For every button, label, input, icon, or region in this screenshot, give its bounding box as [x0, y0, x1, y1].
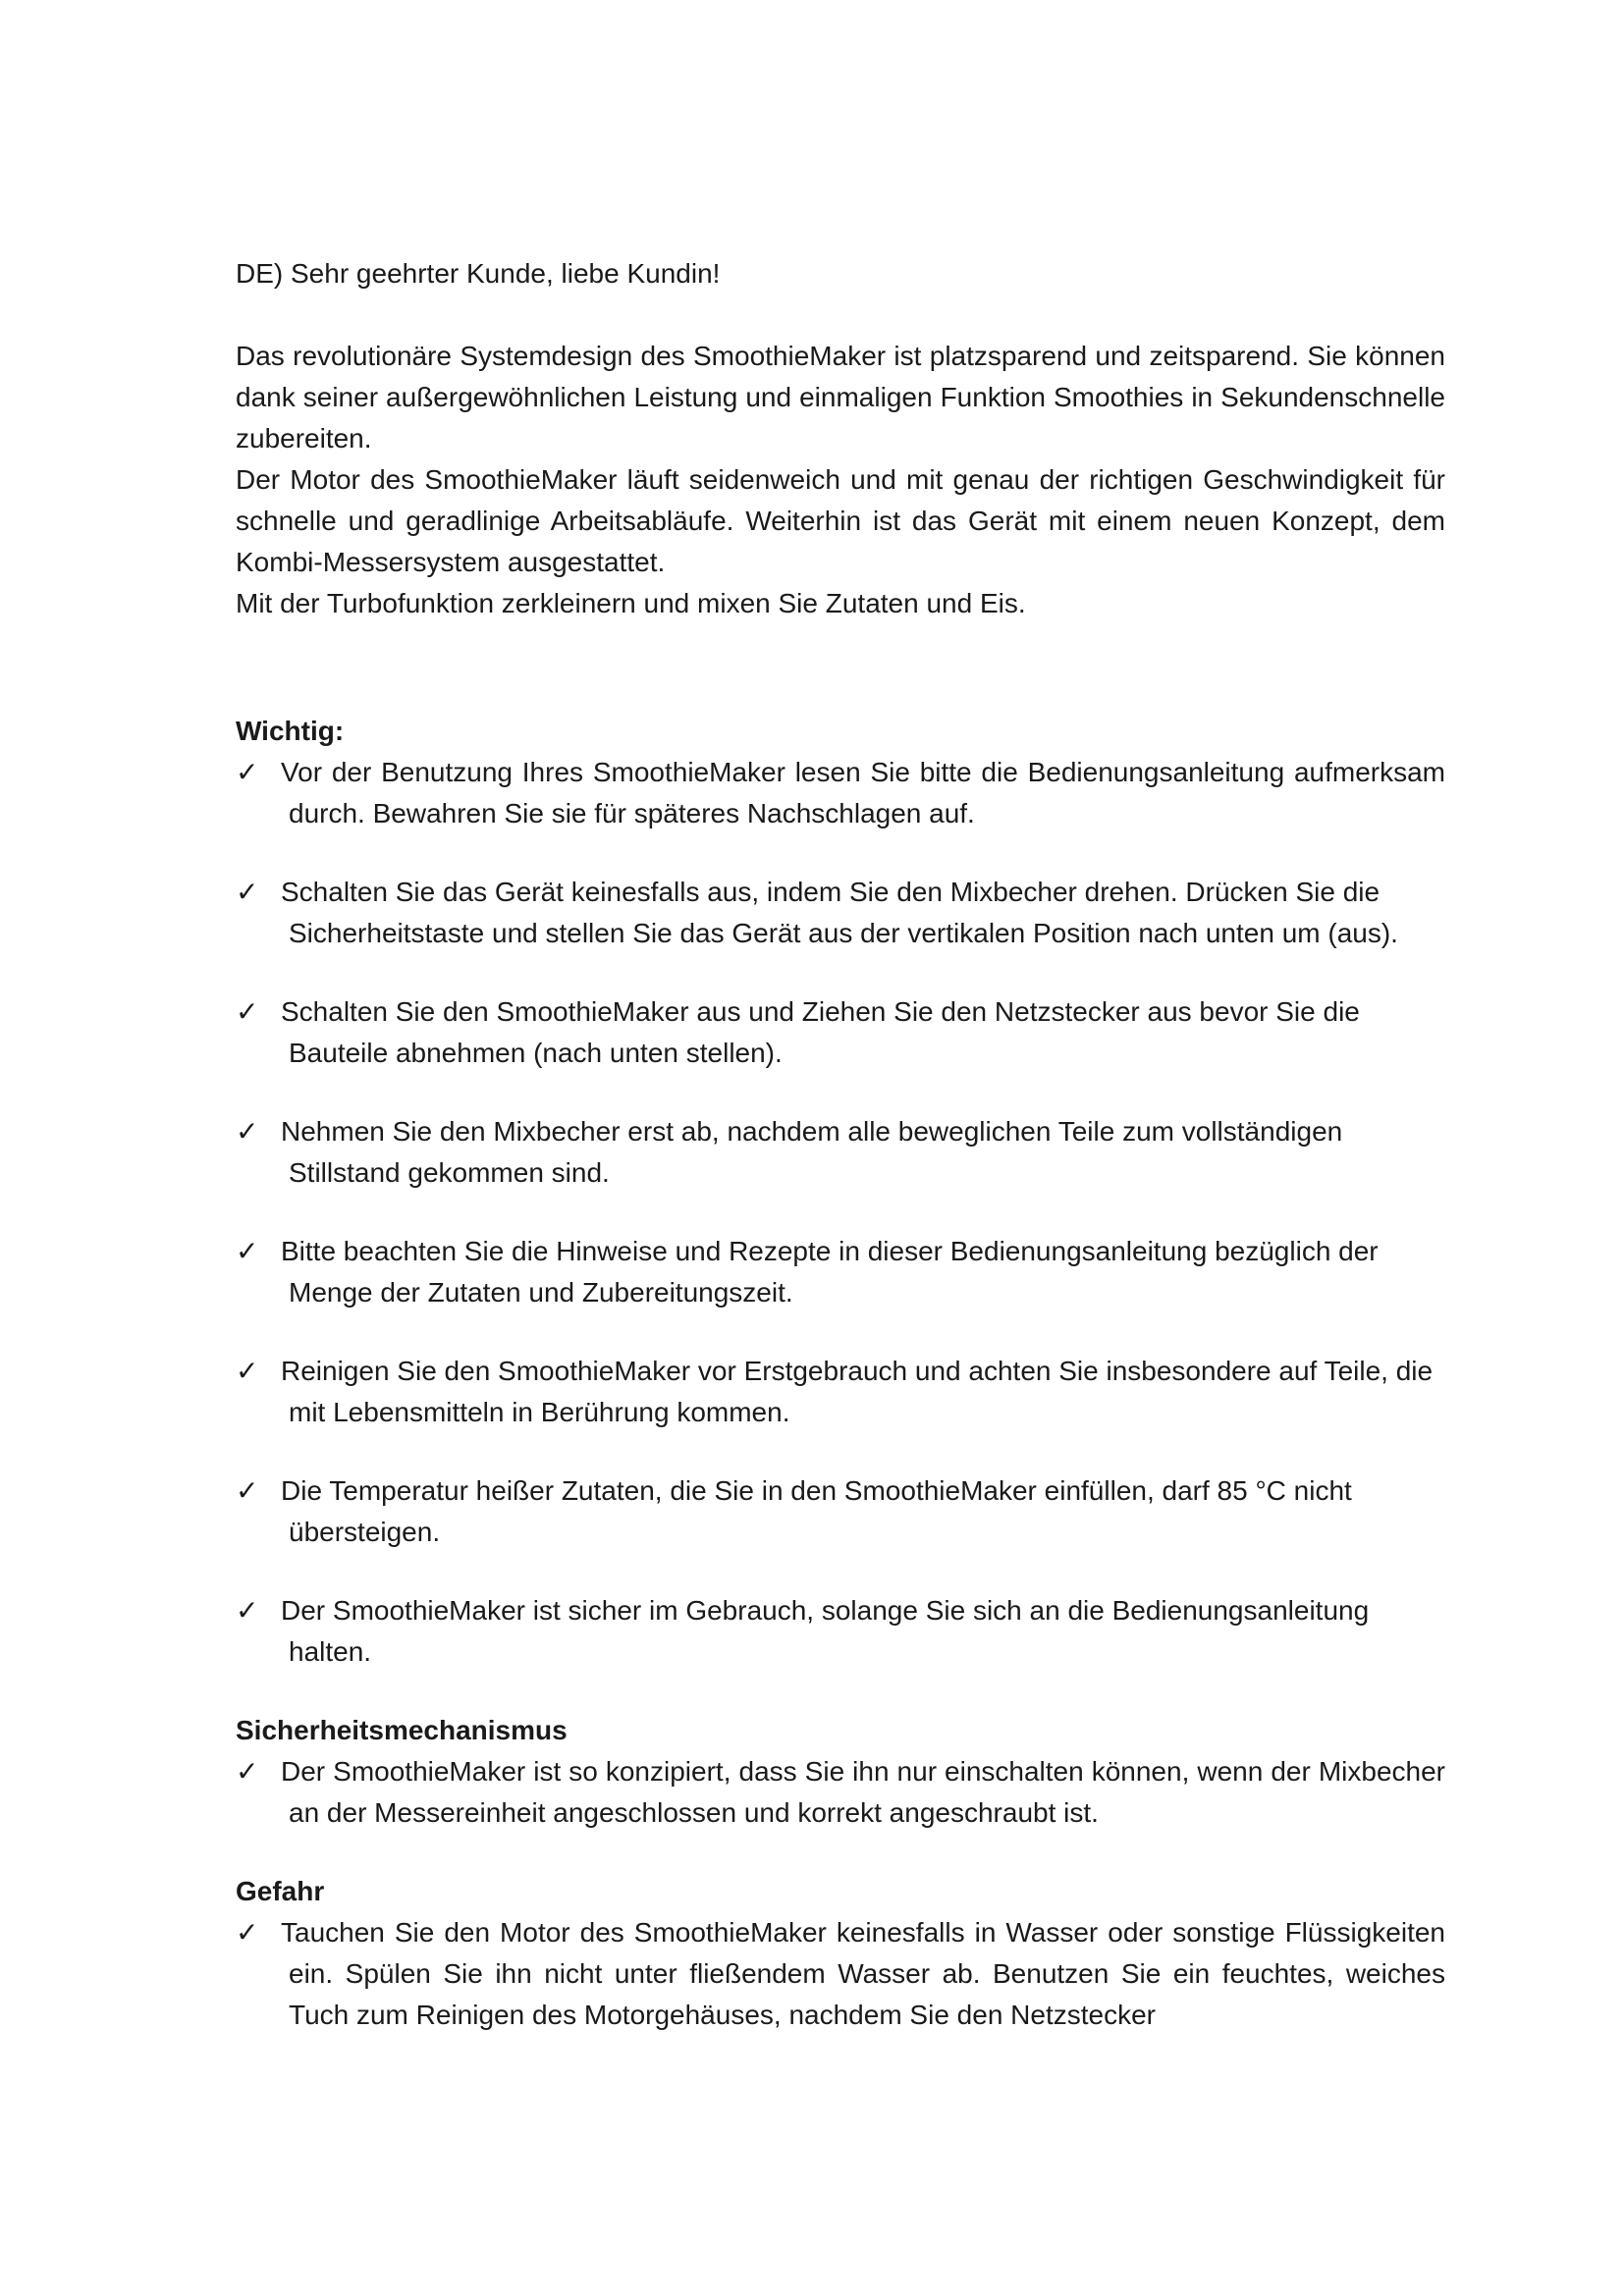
- list-item: [236, 1751, 1445, 1834]
- list-item: [236, 1351, 1445, 1433]
- list-item-text: Schalten Sie das Gerät keinesfalls aus, indem Sie den Mixbecher drehen. Drücken Sie die Sicherheitstaste und stellen Sie das Gerät aus der vertikalen Position nach unten um (aus).: [281, 877, 1398, 948]
- list-item: [236, 991, 1445, 1074]
- list-item: [236, 872, 1445, 954]
- gefahr-heading: Gefahr: [236, 1876, 325, 1906]
- list-item-text: Schalten Sie den SmoothieMaker aus und Ziehen Sie den Netzstecker aus bevor Sie die Bauteile abnehmen (nach unten stellen).: [281, 996, 1360, 1068]
- list-item-text: Der SmoothieMaker ist so konzipiert, dass Sie ihn nur einschalten können, wenn der Mixbecher an der Messereinheit angeschlossen und korrekt angeschraubt ist.: [281, 1756, 1445, 1828]
- list-item: [236, 1470, 1445, 1553]
- list-item: [236, 1912, 1445, 2036]
- checkmark-icon: ✓: [236, 1236, 259, 1266]
- wichtig-list: [236, 752, 1445, 1673]
- checkmark-icon: ✓: [236, 877, 259, 907]
- intro-paragraph: Der Motor des SmoothieMaker läuft seidenweich und mit genau der richtigen Geschwindigkeit für schnelle und geradlinige Arbeitsabläufe. Weiterhin ist das Gerät mit einem neuen Konzept, dem Kombi-Messersystem ausgestattet.: [236, 464, 1445, 577]
- sicherheitsmechanismus-heading: Sicherheitsmechanismus: [236, 1715, 568, 1745]
- gefahr-section: [236, 1871, 1445, 2036]
- list-item: [236, 752, 1445, 834]
- list-item-text: Die Temperatur heißer Zutaten, die Sie in den SmoothieMaker einfüllen, darf 85 °C nicht übersteigen.: [281, 1475, 1352, 1547]
- checkmark-icon: ✓: [236, 1917, 259, 1948]
- checkmark-icon: ✓: [236, 1116, 259, 1147]
- intro-paragraph: Das revolutionäre Systemdesign des SmoothieMaker ist platzsparend und zeitsparend. Sie können dank seiner außergewöhnlichen Leistung und einmaligen Funktion Smoothies in Sekundenschnelle zubereiten.: [236, 341, 1445, 454]
- checkmark-icon: ✓: [236, 1756, 259, 1787]
- greeting: DE) Sehr geehrter Kunde, liebe Kundin!: [236, 258, 721, 289]
- list-item-text: Reinigen Sie den SmoothieMaker vor Erstgebrauch und achten Sie insbesondere auf Teile, die mit Lebensmitteln in Berührung kommen.: [281, 1356, 1434, 1427]
- intro-paragraph: Mit der Turbofunktion zerkleinern und mixen Sie Zutaten und Eis.: [236, 588, 1026, 618]
- checkmark-icon: ✓: [236, 1475, 259, 1506]
- sicherheitsmechanismus-section: [236, 1710, 1445, 1834]
- checkmark-icon: ✓: [236, 1595, 259, 1626]
- list-item-text: Tauchen Sie den Motor des SmoothieMaker keinesfalls in Wasser oder sonstige Flüssigkeiten ein. Spülen Sie ihn nicht unter fließendem Wasser ab. Benutzen Sie ein feuchtes, weiches Tuch zum Reinigen des Motorgehäuses, nachdem Sie den Netzstecker: [281, 1917, 1445, 2030]
- gefahr-list: [236, 1912, 1445, 2036]
- list-item-text: Vor der Benutzung Ihres SmoothieMaker lesen Sie bitte die Bedienungsanleitung aufmerksam durch. Bewahren Sie sie für späteres Nachschlagen auf.: [281, 757, 1445, 828]
- wichtig-heading: Wichtig:: [236, 716, 345, 746]
- wichtig-section: [236, 711, 1445, 1673]
- checkmark-icon: ✓: [236, 757, 259, 787]
- list-item-text: Der SmoothieMaker ist sicher im Gebrauch, solange Sie sich an die Bedienungsanleitung halten.: [281, 1595, 1370, 1667]
- intro-section: [236, 336, 1445, 624]
- list-item: [236, 1590, 1445, 1673]
- document-content: [236, 253, 1445, 2036]
- checkmark-icon: ✓: [236, 1356, 259, 1386]
- list-item: [236, 1111, 1445, 1194]
- sicherheitsmechanismus-list: [236, 1751, 1445, 1834]
- checkmark-icon: ✓: [236, 996, 259, 1027]
- list-item: [236, 1231, 1445, 1313]
- list-item-text: Nehmen Sie den Mixbecher erst ab, nachdem alle beweglichen Teile zum vollständigen Stillstand gekommen sind.: [281, 1116, 1343, 1188]
- list-item-text: Bitte beachten Sie die Hinweise und Rezepte in dieser Bedienungsanleitung bezüglich der Menge der Zutaten und Zubereitungszeit.: [281, 1236, 1379, 1308]
